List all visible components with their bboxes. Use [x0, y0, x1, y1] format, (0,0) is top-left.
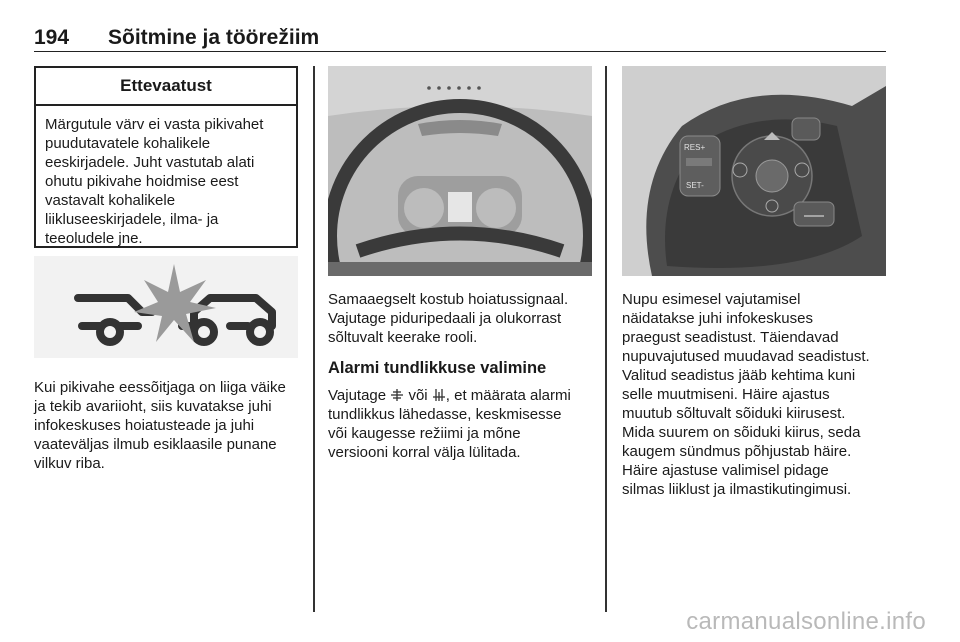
dashboard-illustration: [328, 66, 592, 276]
text-line: Valitud seadistus jääb kehtima kuni: [622, 367, 856, 384]
caution-line: liikluseeskirjadele, ilma- ja: [45, 211, 219, 228]
text-line: ja tekib avariioht, siis kuvatakse juhi: [34, 398, 272, 415]
subheading: Alarmi tundlikkuse valimine: [328, 359, 547, 377]
res-button-label: RES+: [684, 143, 706, 152]
column-2-paragraph-2: [328, 386, 598, 462]
set-button-label: SET-: [686, 181, 704, 190]
text-line: silmas liiklust ja ilmastikutingimusi.: [622, 481, 852, 498]
page-number: 194: [34, 26, 70, 49]
distance-increase-icon: [390, 388, 404, 402]
caution-line: puudutavatele kohalikele: [45, 135, 211, 152]
text-line: kaugem sündmus põhjustab häire.: [622, 443, 852, 460]
caution-text: [36, 106, 296, 248]
text-line: muutub sõltuvalt sõiduki kiirusest.: [622, 405, 846, 422]
caution-line: vastavalt kohalikele: [45, 192, 176, 209]
column-2-paragraph-1: [328, 290, 598, 347]
text-line: versiooni korral välja lülitada.: [328, 444, 521, 461]
text-line: tundlikkus lähedasse, keskmisesse: [328, 406, 562, 423]
text-line: Samaaegselt kostub hoiatussignaal.: [328, 291, 569, 308]
text-line: sõltuvalt keerake rooli.: [328, 329, 478, 346]
text-line: Vajutage piduripedaali ja olukorrast: [328, 310, 562, 327]
caution-line: Märgutule värv ei vasta pikivahet: [45, 116, 264, 133]
text-line: Vajutage või , et määrata alarmi: [328, 387, 571, 404]
steering-wheel-controls-illustration: [622, 66, 886, 276]
collision-illustration: [34, 256, 298, 358]
text-line: praegust seadistust. Täiendavad: [622, 329, 839, 346]
page-header: [34, 26, 886, 52]
column-1-paragraph: [34, 378, 306, 473]
caution-line: ohutu pikivahe hoidmise eest: [45, 173, 239, 190]
text-line: või kaugesse režiimi ja mõne: [328, 425, 521, 442]
steering-wheel-buttons-image: [622, 66, 886, 276]
text-line: nupuvajutused muudavad seadistust.: [622, 348, 870, 365]
text-line: vilkuv riba.: [34, 455, 105, 472]
text-line: Häire ajastuse valimisel pidage: [622, 462, 829, 479]
text-line: Mida suurem on sõiduki kiirus, seda: [622, 424, 861, 441]
text-line: vaateväljas ilmub esiklaasile punane: [34, 436, 277, 453]
watermark: carmanualsonline.info: [686, 608, 926, 635]
caution-line: eeskirjadele. Juht vastutab alati: [45, 154, 255, 171]
column-divider-1: [313, 66, 315, 612]
text-line: selle muutmiseni. Häire ajastus: [622, 386, 830, 403]
text-line: infokeskuses hoiatusteade ja juhi: [34, 417, 255, 434]
dashboard-view-image: [328, 66, 592, 276]
caution-title: Ettevaatust: [36, 68, 296, 106]
caution-box: [34, 66, 298, 248]
caution-line: teeoludele jne.: [45, 230, 143, 247]
column-3-paragraph: [622, 290, 892, 499]
collision-warning-icon: [34, 256, 298, 358]
text-line: Kui pikivahe eessõitjaga on liiga väike: [34, 379, 286, 396]
column-divider-2: [605, 66, 607, 612]
distance-decrease-icon: [432, 388, 446, 402]
section-title: Sõitmine ja töörežiim: [108, 26, 320, 49]
text-line: näidatakse juhi infokeskuses: [622, 310, 813, 327]
text-line: Nupu esimesel vajutamisel: [622, 291, 801, 308]
